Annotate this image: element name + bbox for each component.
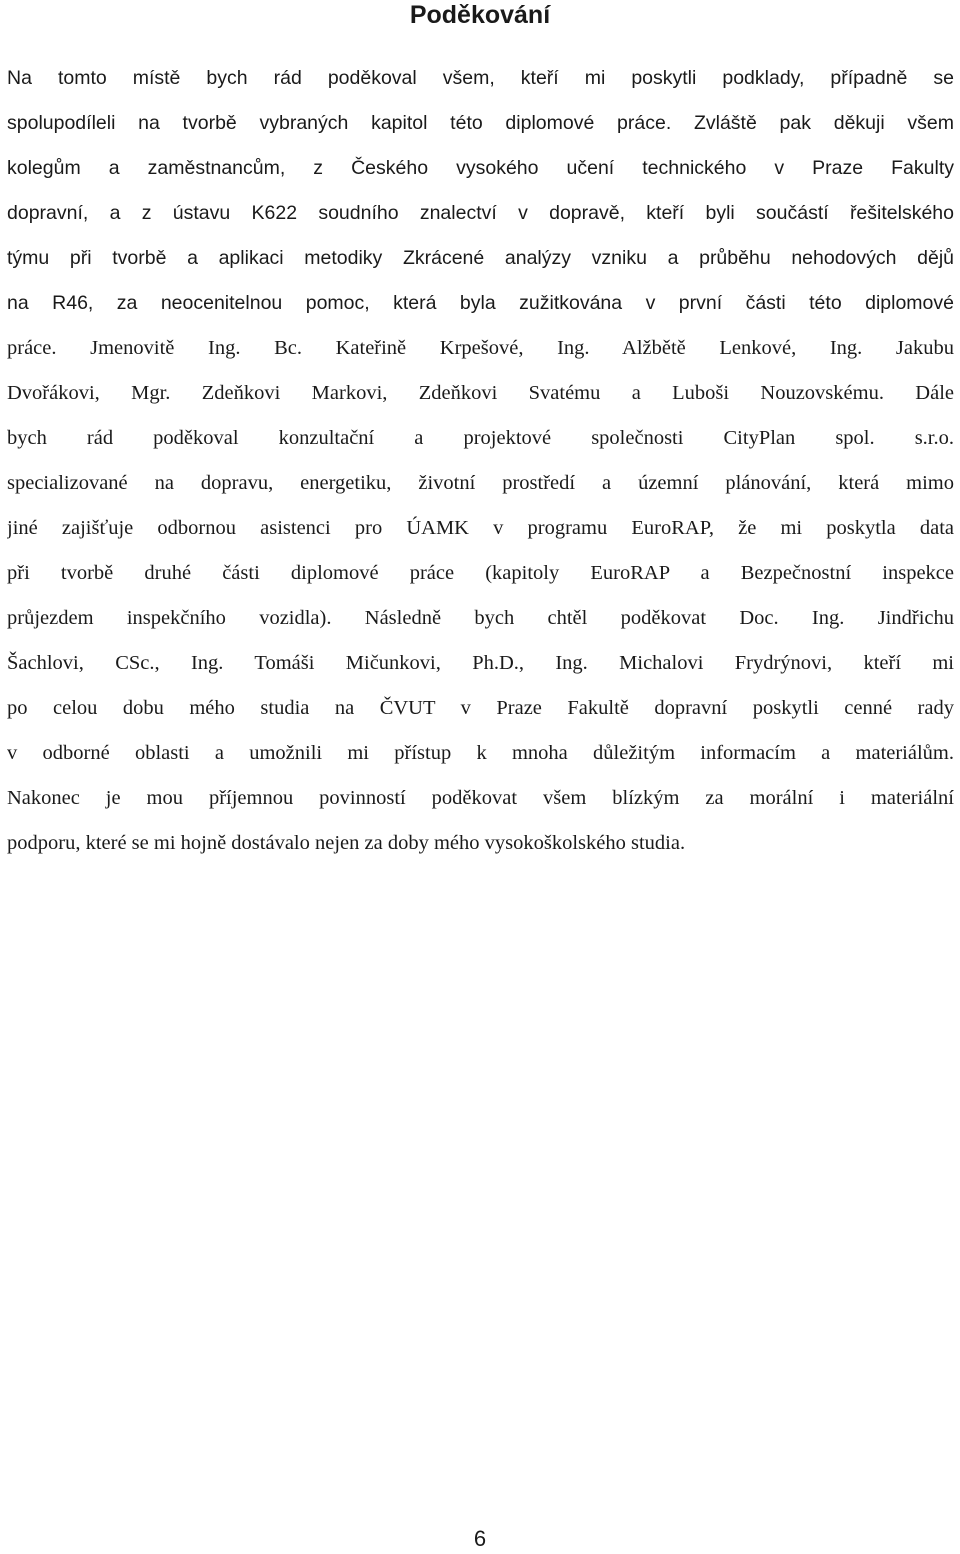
text-line: průjezdem inspekčního vozidla). Následně bych chtěl poděkovat Doc. Ing. Jindřichu — [7, 607, 954, 629]
text-line: jiné zajišťuje odbornou asistenci pro ÚAMK v programu EuroRAP, že mi poskytla data — [7, 517, 954, 539]
page-number: 6 — [473, 1526, 487, 1551]
text-line: Šachlovi, CSc., Ing. Tomáši Mičunkovi, Ph.D., Ing. Michalovi Frydrýnovi, kteří mi — [7, 652, 954, 674]
text-line: kolegům a zaměstnancům, z Českého vysokého učení technického v Praze Fakulty — [7, 157, 954, 179]
text-line: na R46, za neocenitelnou pomoc, která byla zužitkována v první části této diplomové — [7, 292, 954, 314]
text-line: bych rád poděkoval konzultační a projektové společnosti CityPlan spol. s.r.o. — [7, 427, 954, 449]
text-line: podporu, které se mi hojně dostávalo nejen za doby mého vysokoškolského studia. — [7, 832, 686, 854]
text-line: práce. Jmenovitě Ing. Bc. Kateřině Krpešové, Ing. Alžbětě Lenkové, Ing. Jakubu — [7, 337, 954, 359]
text-line: Dvořákovi, Mgr. Zdeňkovi Markovi, Zdeňkovi Svatému a Luboši Nouzovskému. Dále — [7, 382, 954, 404]
text-line: v odborné oblasti a umožnili mi přístup k mnoha důležitým informacím a materiálům. — [7, 742, 954, 764]
text-line: při tvorbě druhé části diplomové práce (kapitoly EuroRAP a Bezpečnostní inspekce — [7, 562, 954, 584]
text-line: dopravní, a z ústavu K622 soudního znalectví v dopravě, kteří byli součástí řešitelského — [7, 202, 954, 224]
text-line: Na tomto místě bych rád poděkoval všem, kteří mi poskytli podklady, případně se — [7, 67, 954, 89]
text-line: spolupodíleli na tvorbě vybraných kapitol této diplomové práce. Zvláště pak děkuji všem — [7, 112, 954, 134]
page-title: Poděkování — [409, 1, 551, 29]
text-line: Nakonec je mou příjemnou povinností poděkovat všem blízkým za morální i materiální — [7, 787, 954, 809]
acknowledgement-paragraph — [7, 56, 954, 866]
text-line: specializované na dopravu, energetiku, životní prostředí a územní plánování, která mimo — [7, 472, 954, 494]
text-line: po celou dobu mého studia na ČVUT v Praze Fakultě dopravní poskytli cenné rady — [7, 697, 954, 719]
text-line: týmu při tvorbě a aplikaci metodiky Zkrácené analýzy vzniku a průběhu nehodových dějů — [7, 247, 954, 269]
